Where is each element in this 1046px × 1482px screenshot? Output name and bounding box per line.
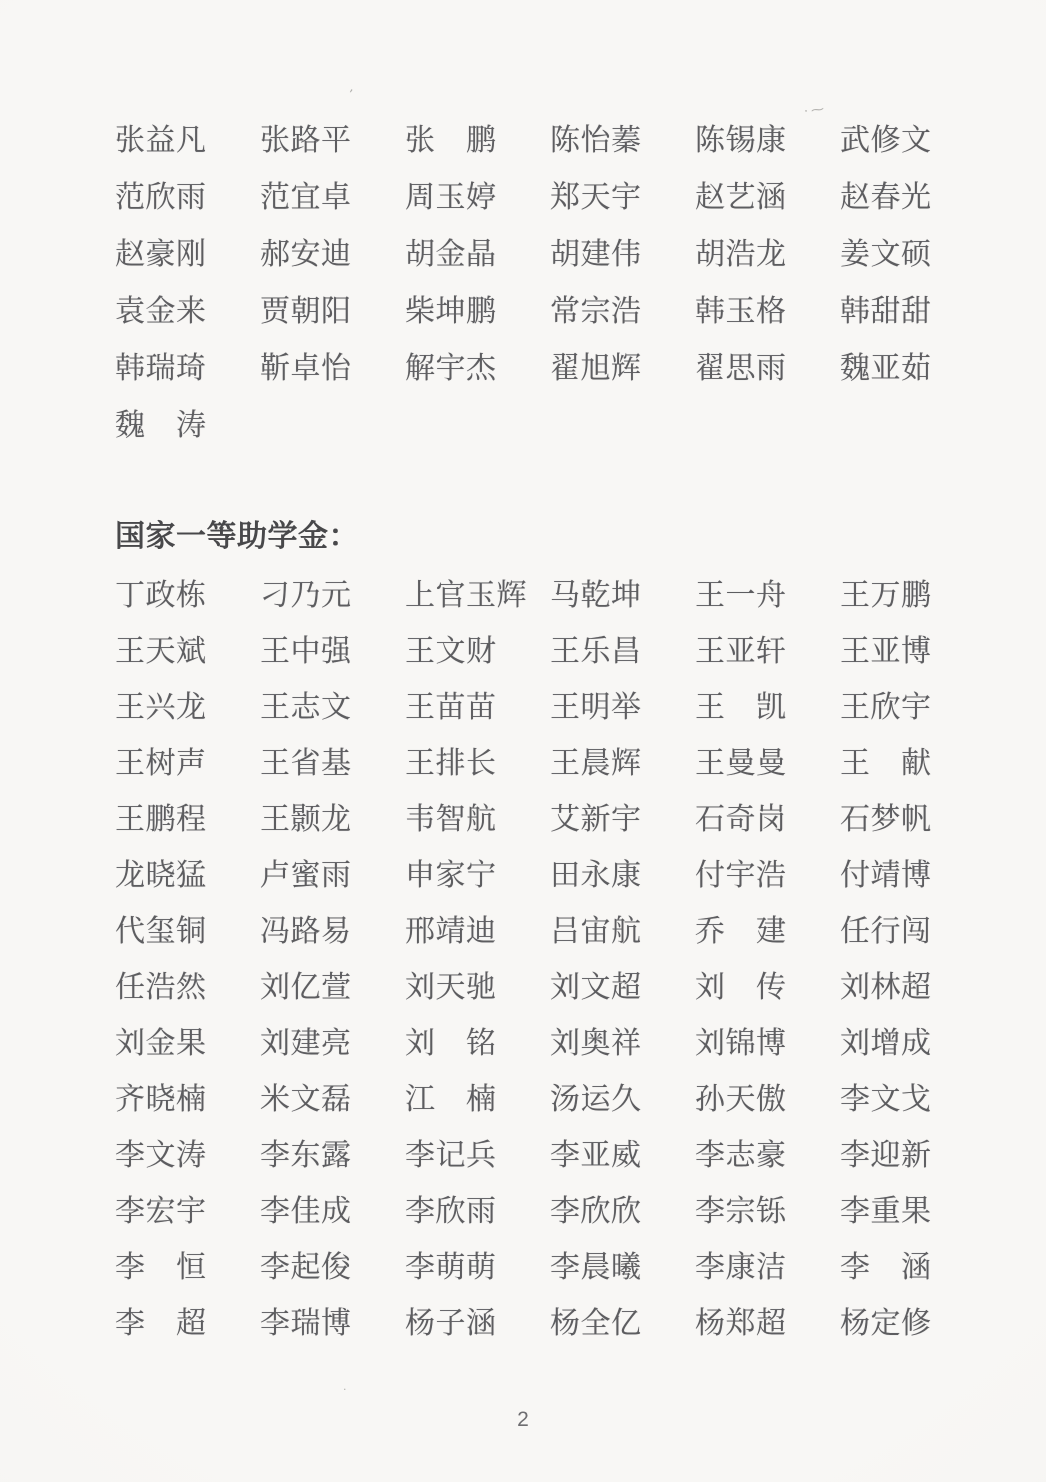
- roster-row: [115, 1012, 985, 1068]
- name-cell: 李东露: [260, 1139, 352, 1172]
- name-cell: 魏亚茹: [840, 351, 932, 385]
- name-cell: 王 凯: [695, 691, 787, 724]
- name-cell: 米文磊: [260, 1083, 352, 1116]
- name-cell: 刘 传: [695, 971, 787, 1004]
- name-cell: 赵春光: [840, 180, 932, 214]
- name-cell: 任浩然: [115, 971, 207, 1004]
- name-cell: [550, 393, 695, 450]
- name-cell: [405, 393, 550, 450]
- name-cell: 解宇杰: [405, 351, 497, 385]
- name-cell: 韩玉格: [695, 294, 787, 328]
- name-cell: 胡建伟: [550, 237, 642, 271]
- name-cell: 马乾坤: [550, 579, 642, 612]
- name-cell: 王乐昌: [550, 635, 642, 668]
- name-cell: 翟旭辉: [550, 351, 642, 385]
- roster-row: [115, 1068, 985, 1124]
- name-cell: 刘增成: [840, 1027, 932, 1060]
- roster-row: [115, 788, 985, 844]
- name-cell: 靳卓怡: [260, 351, 352, 385]
- name-cell: 王晨辉: [550, 747, 642, 780]
- name-cell: 陈怡蓁: [550, 123, 642, 157]
- roster-row: [115, 222, 985, 279]
- name-cell: 杨郑超: [695, 1307, 787, 1340]
- name-cell: 田永康: [550, 859, 642, 892]
- roster-row: [115, 1124, 985, 1180]
- name-cell: 李瑞博: [260, 1307, 352, 1340]
- name-cell: 刁乃元: [260, 579, 352, 612]
- name-cell: 李宏宇: [115, 1195, 207, 1228]
- name-cell: 丁政栋: [115, 579, 207, 612]
- name-cell: [695, 393, 840, 450]
- roster-row: [115, 564, 985, 620]
- name-cell: 刘亿萱: [260, 971, 352, 1004]
- name-cell: 李志豪: [695, 1139, 787, 1172]
- roster-row: [115, 956, 985, 1012]
- name-cell: 杨子涵: [405, 1307, 497, 1340]
- name-cell: 李 涵: [840, 1251, 932, 1284]
- name-cell: 王志文: [260, 691, 352, 724]
- name-cell: 张路平: [260, 123, 352, 157]
- name-cell: 上官玉辉: [405, 579, 527, 612]
- name-cell: 范欣雨: [115, 180, 207, 214]
- name-cell: 杨定修: [840, 1307, 932, 1340]
- name-cell: 杨全亿: [550, 1307, 642, 1340]
- name-cell: [840, 393, 985, 450]
- name-cell: 王兴龙: [115, 691, 207, 724]
- name-cell: 王欣宇: [840, 691, 932, 724]
- name-cell: 王排长: [405, 747, 497, 780]
- name-cell: 石奇岗: [695, 803, 787, 836]
- name-cell: 袁金来: [115, 294, 207, 328]
- name-cell: 魏 涛: [115, 408, 207, 442]
- name-cell: 龙晓猛: [115, 859, 207, 892]
- name-cell: 王亚轩: [695, 635, 787, 668]
- name-cell: 江 楠: [405, 1083, 497, 1116]
- name-cell: 邢靖迪: [405, 915, 497, 948]
- roster-row: [115, 336, 985, 393]
- scan-artifact: ‚: [348, 79, 357, 96]
- name-cell: 赵艺涵: [695, 180, 787, 214]
- name-cell: 郝安迪: [260, 237, 352, 271]
- roster-row: [115, 165, 985, 222]
- name-cell: [260, 393, 405, 450]
- roster-row: [115, 1236, 985, 1292]
- name-cell: 王 献: [840, 747, 932, 780]
- name-cell: 姜文硕: [840, 237, 932, 271]
- name-cell: 翟思雨: [695, 351, 787, 385]
- name-cell: 范宜卓: [260, 180, 352, 214]
- name-cell: 柴坤鹏: [405, 294, 497, 328]
- name-cell: 王一舟: [695, 579, 787, 612]
- name-cell: 李记兵: [405, 1139, 497, 1172]
- roster-row: [115, 393, 985, 450]
- name-cell: 刘 铭: [405, 1027, 497, 1060]
- name-cell: 王曼曼: [695, 747, 787, 780]
- roster-row: [115, 108, 985, 165]
- name-cell: 申家宁: [405, 859, 497, 892]
- name-cell: 周玉婷: [405, 180, 497, 214]
- name-cell: 王明举: [550, 691, 642, 724]
- roster-row: [115, 900, 985, 956]
- name-cell: 王中强: [260, 635, 352, 668]
- name-cell: 李亚威: [550, 1139, 642, 1172]
- name-cell: 胡金晶: [405, 237, 497, 271]
- name-cell: 李康洁: [695, 1251, 787, 1284]
- name-cell: 刘林超: [840, 971, 932, 1004]
- name-cell: 任行闯: [840, 915, 932, 948]
- name-cell: 吕宙航: [550, 915, 642, 948]
- name-cell: 刘建亮: [260, 1027, 352, 1060]
- name-cell: 乔 建: [695, 915, 787, 948]
- roster-row: [115, 1180, 985, 1236]
- roster-row: [115, 1292, 985, 1348]
- name-cell: 韦智航: [405, 803, 497, 836]
- roster-first-class-grid: [115, 564, 985, 1348]
- name-cell: 李佳成: [260, 1195, 352, 1228]
- name-cell: 李 超: [115, 1307, 207, 1340]
- name-cell: 齐晓楠: [115, 1083, 207, 1116]
- name-cell: 郑天宇: [550, 180, 642, 214]
- name-cell: 李迎新: [840, 1139, 932, 1172]
- name-cell: 石梦帆: [840, 803, 932, 836]
- name-cell: 李晨曦: [550, 1251, 642, 1284]
- roster-row: [115, 844, 985, 900]
- name-cell: 王颢龙: [260, 803, 352, 836]
- name-cell: 孙天傲: [695, 1083, 787, 1116]
- name-cell: 贾朝阳: [260, 294, 352, 328]
- name-cell: 汤运久: [550, 1083, 642, 1116]
- roster-row: [115, 676, 985, 732]
- name-cell: 付宇浩: [695, 859, 787, 892]
- name-cell: 刘奥祥: [550, 1027, 642, 1060]
- name-cell: 武修文: [840, 123, 932, 157]
- name-cell: 李欣欣: [550, 1195, 642, 1228]
- name-cell: 李起俊: [260, 1251, 352, 1284]
- name-cell: 李 恒: [115, 1251, 207, 1284]
- section-heading: 国家一等助学金：: [115, 520, 359, 553]
- name-cell: 王万鹏: [840, 579, 932, 612]
- name-cell: 张 鹏: [405, 123, 497, 157]
- name-cell: 刘天驰: [405, 971, 497, 1004]
- scan-artifact: ·⁓: [803, 101, 829, 120]
- roster-row: [115, 620, 985, 676]
- name-cell: 李文涛: [115, 1139, 207, 1172]
- name-cell: 卢蜜雨: [260, 859, 352, 892]
- name-cell: 艾新宇: [550, 803, 642, 836]
- name-cell: 韩瑞琦: [115, 351, 207, 385]
- name-cell: 李重果: [840, 1195, 932, 1228]
- name-cell: 付靖博: [840, 859, 932, 892]
- name-cell: 王文财: [405, 635, 497, 668]
- name-cell: 王省基: [260, 747, 352, 780]
- name-cell: 代玺铜: [115, 915, 207, 948]
- roster-row: [115, 732, 985, 788]
- name-cell: 王鹏程: [115, 803, 207, 836]
- name-cell: 胡浩龙: [695, 237, 787, 271]
- name-cell: 李欣雨: [405, 1195, 497, 1228]
- page-number: 2: [517, 1408, 529, 1431]
- name-cell: 陈锡康: [695, 123, 787, 157]
- name-cell: 韩甜甜: [840, 294, 932, 328]
- name-cell: 常宗浩: [550, 294, 642, 328]
- name-cell: 李宗铄: [695, 1195, 787, 1228]
- name-cell: 赵豪刚: [115, 237, 207, 271]
- name-cell: 张益凡: [115, 123, 207, 157]
- name-cell: 刘文超: [550, 971, 642, 1004]
- name-cell: 王亚博: [840, 635, 932, 668]
- name-cell: 王苗苗: [405, 691, 497, 724]
- scan-artifact: ·: [343, 1383, 347, 1396]
- name-cell: 刘锦博: [695, 1027, 787, 1060]
- name-cell: 冯路易: [260, 915, 352, 948]
- name-cell: 刘金果: [115, 1027, 207, 1060]
- roster-row: [115, 279, 985, 336]
- name-cell: 李萌萌: [405, 1251, 497, 1284]
- roster-continued-grid: [115, 108, 985, 450]
- name-cell: 李文戈: [840, 1083, 932, 1116]
- name-cell: 王树声: [115, 747, 207, 780]
- name-cell: 王天斌: [115, 635, 207, 668]
